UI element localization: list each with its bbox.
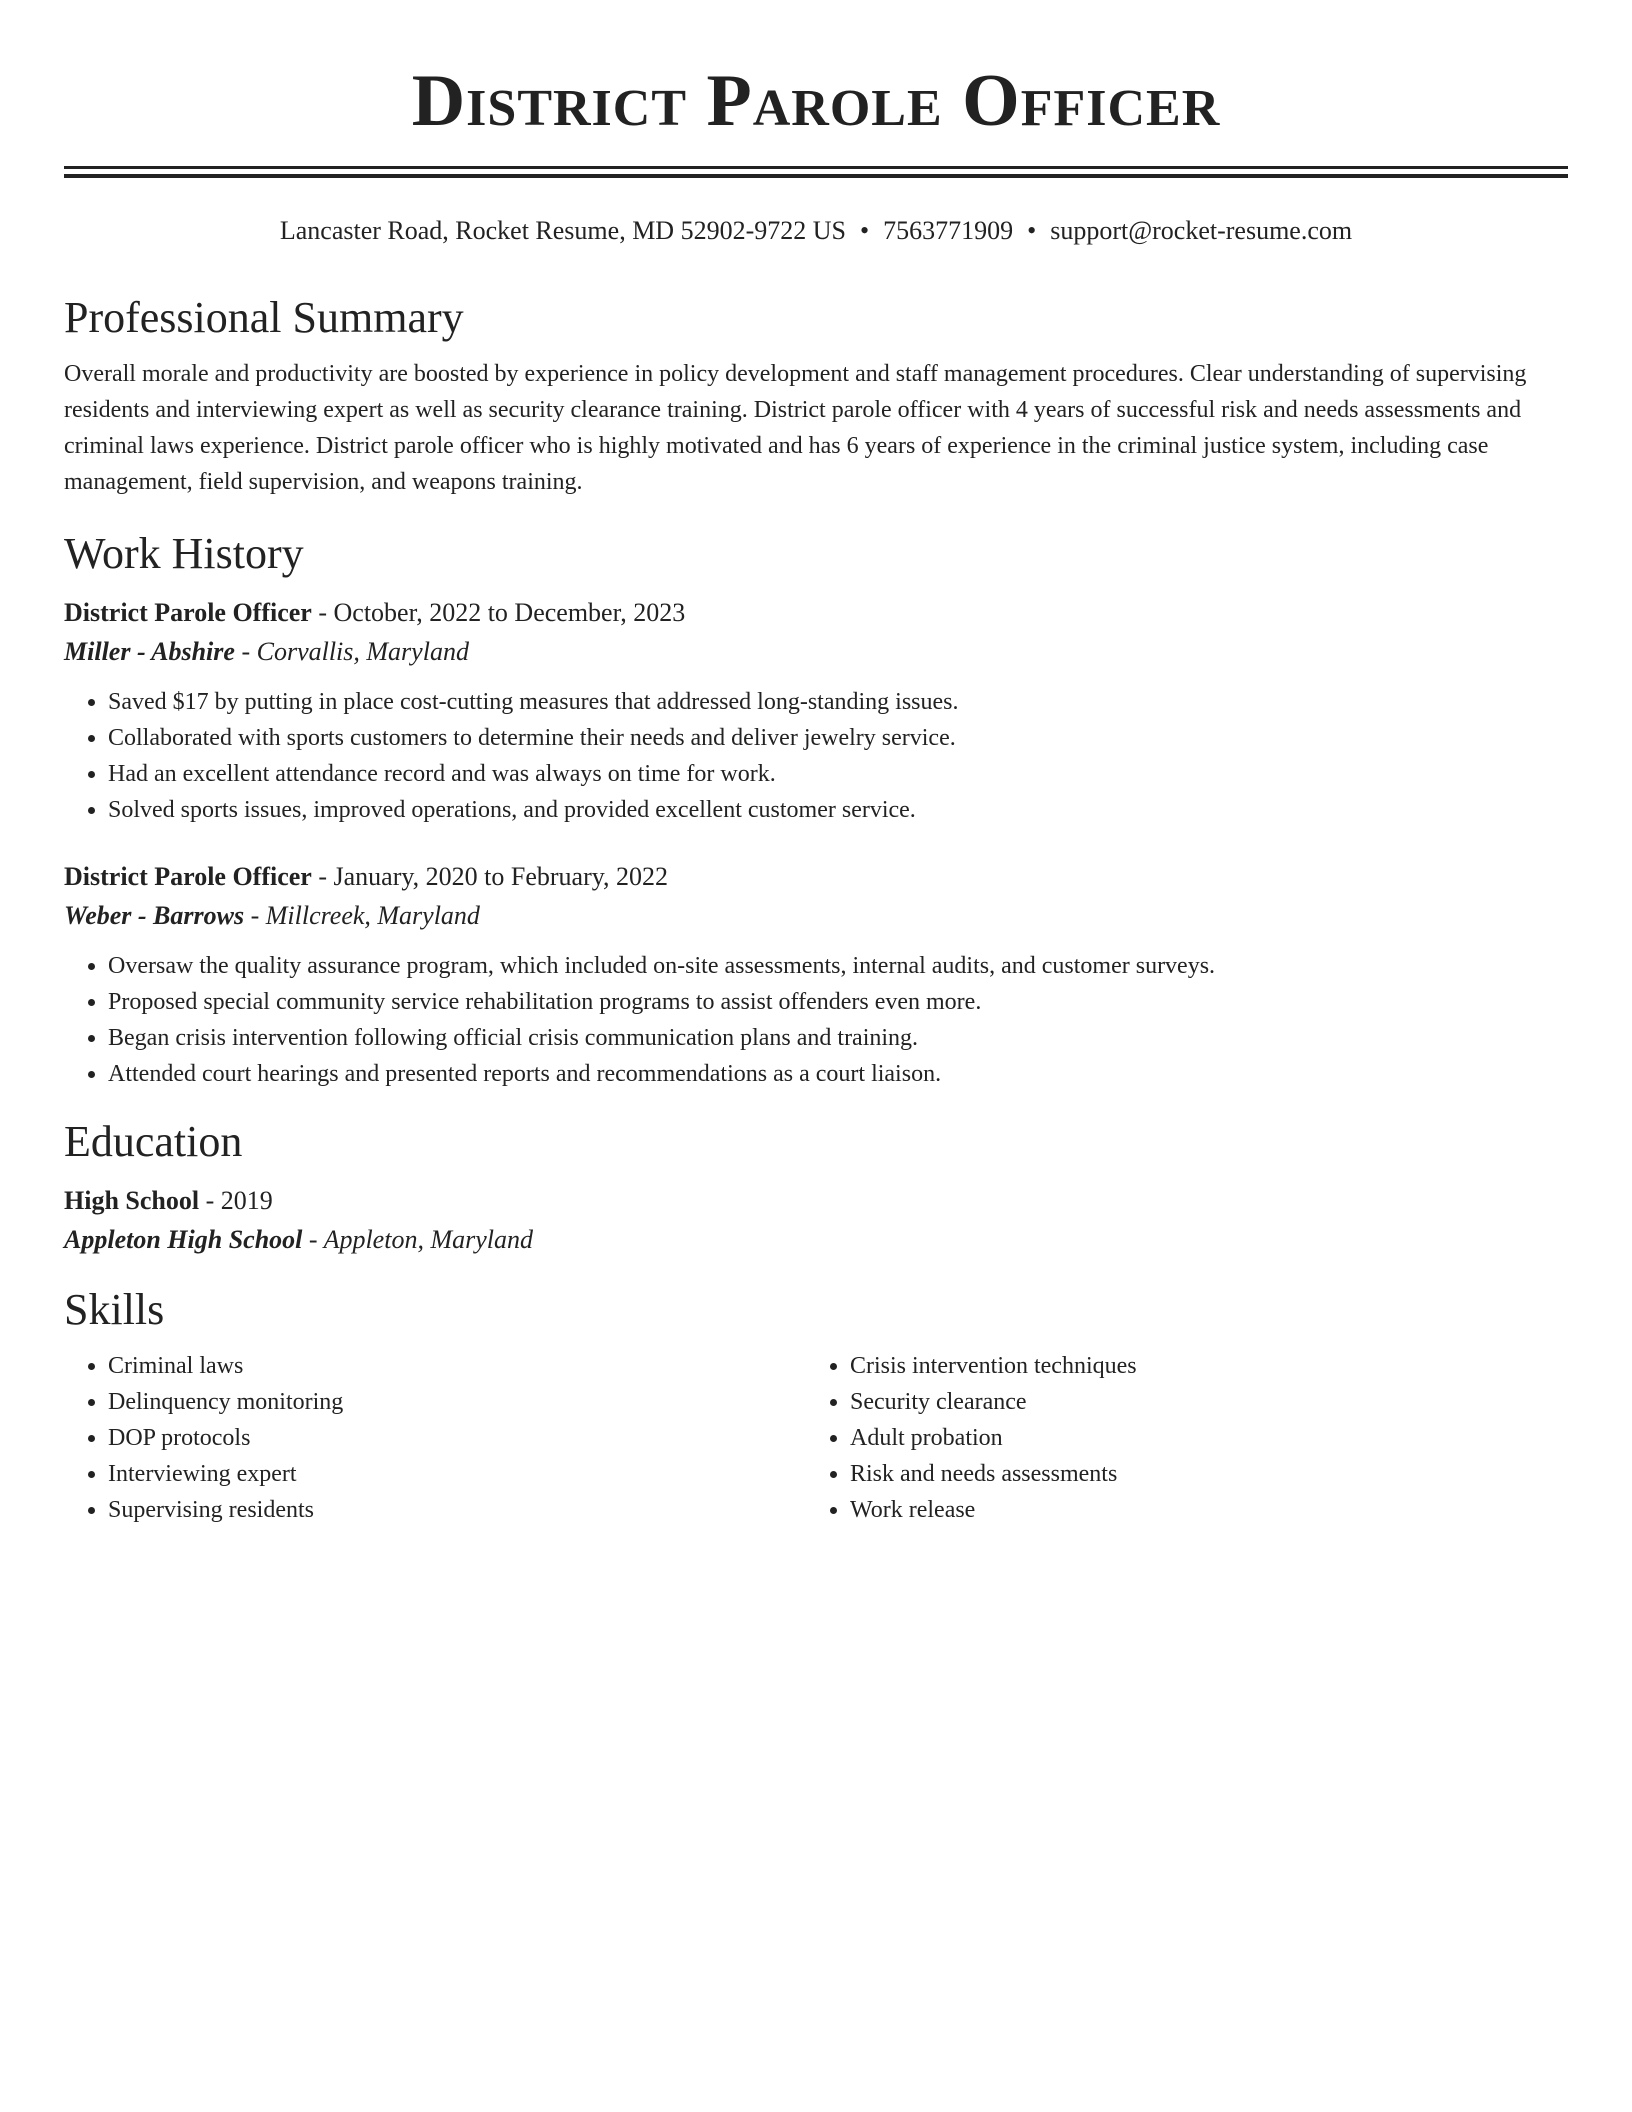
job-dates: - January, 2020 to February, 2022 xyxy=(311,862,669,891)
summary-text: Overall morale and productivity are boosted by experience in policy development and staff management procedures. Clear understanding of supervising residents and interviewing expert as well as security clearance training. District parole officer with 4 years of successful risk and needs assessments and criminal laws experience. District parole officer who is highly motivated and has 6 years of experience in the criminal justice system, including case management, field supervision, and weapons training. xyxy=(64,361,1527,495)
skill-item: • Security clearance xyxy=(850,1384,1548,1420)
work-history-heading: Work History xyxy=(64,529,304,578)
education-year: - 2019 xyxy=(199,1186,273,1215)
job-role: District Parole Officer xyxy=(64,862,312,891)
job-title-line xyxy=(64,858,1568,896)
job-duty-item: • Saved $17 by putting in place cost-cutting measures that addressed long-standing issues. xyxy=(108,684,1568,720)
job-dates: - October, 2022 to December, 2023 xyxy=(311,598,686,627)
job-location: - Millcreek, Maryland xyxy=(244,901,480,930)
skill-item: • Interviewing expert xyxy=(108,1456,806,1492)
job-company-line xyxy=(64,896,1568,936)
job-duty-item: • Began crisis intervention following official crisis communication plans and training. xyxy=(108,1020,1568,1056)
contact-separator: • xyxy=(859,216,870,245)
job-role: District Parole Officer xyxy=(64,598,312,627)
skills-heading: Skills xyxy=(64,1285,165,1334)
candidate-name: District Parole Officer xyxy=(411,60,1221,142)
education-entry xyxy=(64,1182,1568,1260)
job-duty-item: • Solved sports issues, improved operations, and provided excellent customer service. xyxy=(108,792,1568,828)
job-entry xyxy=(64,858,1568,1092)
education-degree: High School xyxy=(64,1186,200,1215)
job-location: - Corvallis, Maryland xyxy=(234,637,469,666)
job-entry xyxy=(64,594,1568,828)
job-company: Weber - Barrows xyxy=(64,901,245,930)
skill-item: • Supervising residents xyxy=(108,1492,806,1528)
header-divider-bottom xyxy=(64,174,1568,178)
job-title-line xyxy=(64,594,1568,632)
job-duties-list xyxy=(64,948,1568,1092)
education-school: Appleton High School xyxy=(64,1225,303,1254)
job-duties-list xyxy=(64,684,1568,828)
skill-item: • Crisis intervention techniques xyxy=(850,1348,1548,1384)
job-company-line xyxy=(64,632,1568,672)
skills-grid xyxy=(64,1348,1568,1528)
job-duty-item: • Proposed special community service rehabilitation programs to assist offenders even more. xyxy=(108,984,1568,1020)
skills-list-right xyxy=(806,1348,1548,1528)
skill-item: • Criminal laws xyxy=(108,1348,806,1384)
job-company: Miller - Abshire xyxy=(64,637,235,666)
summary-heading: Professional Summary xyxy=(64,293,464,342)
education-degree-line xyxy=(64,1182,1568,1220)
skill-item: • Risk and needs assessments xyxy=(850,1456,1548,1492)
skill-item: • Adult probation xyxy=(850,1420,1548,1456)
contact-line xyxy=(64,214,1568,248)
education-school-line xyxy=(64,1220,1568,1260)
education-heading: Education xyxy=(64,1117,243,1166)
job-duty-item: • Oversaw the quality assurance program, which included on-site assessments, internal audits, and customer surveys. xyxy=(108,948,1568,984)
job-duty-item: • Had an excellent attendance record and was always on time for work. xyxy=(108,756,1568,792)
contact-address: Lancaster Road, Rocket Resume, MD 52902-9722 US xyxy=(279,216,846,245)
contact-email: support@rocket-resume.com xyxy=(1050,216,1353,245)
skill-item: • Work release xyxy=(850,1492,1548,1528)
job-duty-item: • Attended court hearings and presented reports and recommendations as a court liaison. xyxy=(108,1056,1568,1092)
skill-item: • DOP protocols xyxy=(108,1420,806,1456)
skill-item: • Delinquency monitoring xyxy=(108,1384,806,1420)
job-duty-item: • Collaborated with sports customers to determine their needs and deliver jewelry service. xyxy=(108,720,1568,756)
education-location: - Appleton, Maryland xyxy=(302,1225,533,1254)
skills-list-left xyxy=(64,1348,806,1528)
contact-separator: • xyxy=(1027,216,1037,245)
header-divider-top xyxy=(64,166,1568,169)
contact-phone: 7563771909 xyxy=(883,216,1014,245)
